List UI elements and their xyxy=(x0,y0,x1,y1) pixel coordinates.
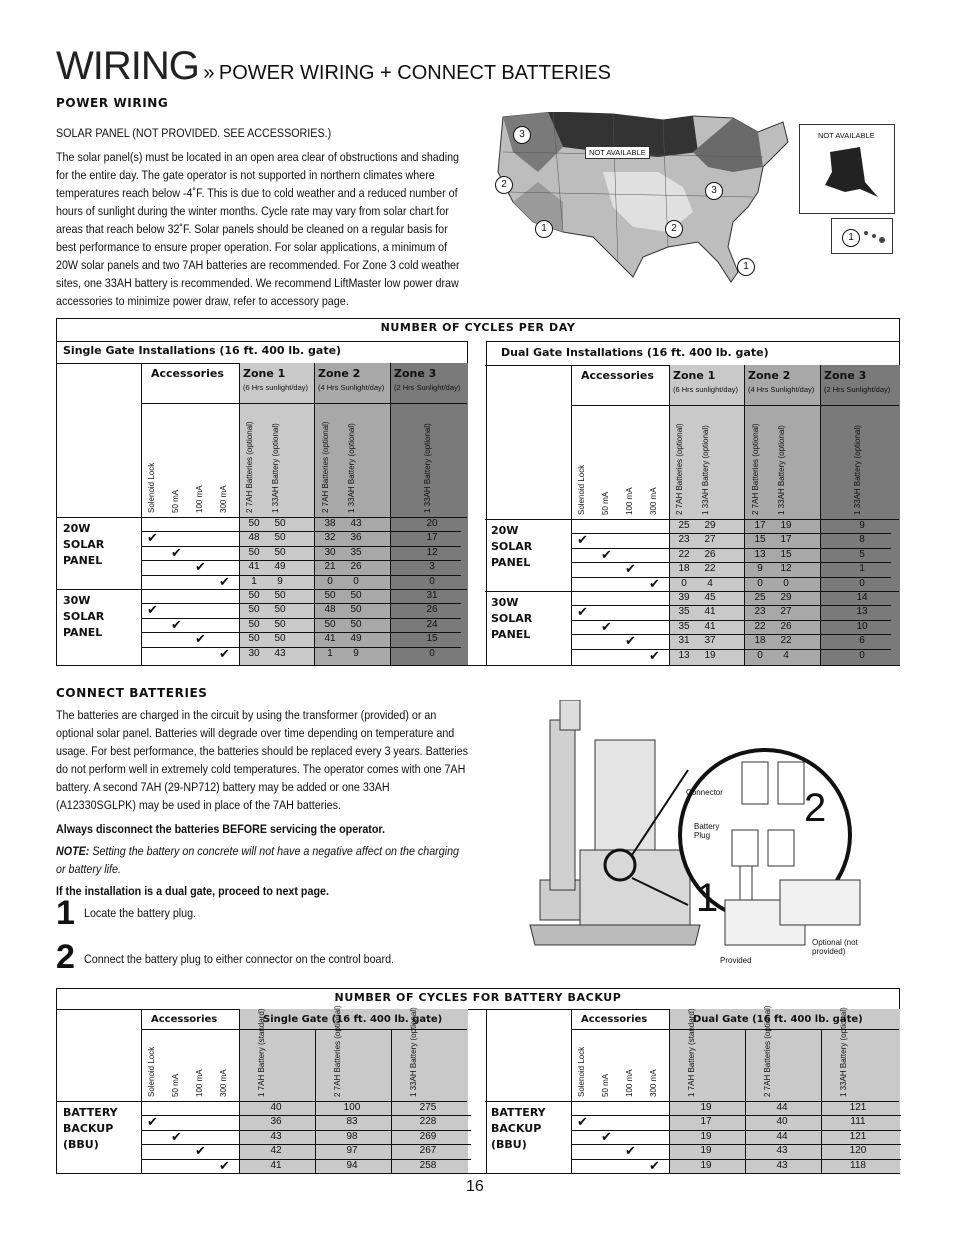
illustration-num-2: 2 xyxy=(804,786,827,830)
solar-panel-subheading: SOLAR PANEL (NOT PROVIDED. SEE ACCESSORIES.) xyxy=(56,126,332,140)
zone-2-marker: 2 xyxy=(495,176,513,194)
single-30w-cell: 0 xyxy=(429,647,435,659)
backup-table-title: NUMBER OF CYCLES FOR BATTERY BACKUP xyxy=(57,989,899,1010)
dual-col-solenoid: Solenoid Lock xyxy=(577,464,586,515)
dual-30w-cell: 26 xyxy=(780,620,792,632)
single-20w-cell: 0 xyxy=(327,575,333,587)
single-gate-section xyxy=(57,341,467,665)
dual-30w-cell: 0 xyxy=(757,649,763,661)
power-wiring-heading: POWER WIRING xyxy=(56,96,169,110)
single-zone2-header: Zone 2 xyxy=(318,367,361,380)
single-20w-cell: 50 xyxy=(274,546,286,558)
dual-col-z3-33ah: 1 33AH Battery (optional) xyxy=(853,425,862,515)
single-row-line xyxy=(141,603,461,604)
single-30w-cell: 50 xyxy=(350,604,362,616)
single-30w-cell: 50 xyxy=(248,604,260,616)
step-2-number: 2 xyxy=(56,938,75,976)
dual-gate-title: Dual Gate Installations (16 ft. 400 lb. gate) xyxy=(501,346,769,359)
backup-single-col-33ah: 1 33AH Battery (optional) xyxy=(409,1007,418,1097)
dual-20w-cell: 9 xyxy=(859,520,865,531)
backup-dual-cell: 121 xyxy=(849,1130,867,1142)
checkmark-icon: ✔ xyxy=(577,1114,588,1130)
dual-30w-cell: 13 xyxy=(678,649,690,661)
single-20w-cell: 17 xyxy=(426,532,438,544)
single-accessories-header: Accessories xyxy=(151,367,224,380)
step-2-text: Connect the battery plug to either connector on the control board. xyxy=(84,952,395,966)
title-sep: » xyxy=(203,62,215,84)
checkmark-icon: ✔ xyxy=(219,1157,230,1173)
single-20w-cell: 30 xyxy=(324,546,336,558)
single-30w-cell: 50 xyxy=(324,618,336,630)
single-20w-cell: 26 xyxy=(350,561,362,573)
single-20w-cell: 9 xyxy=(277,575,283,587)
step-1-number: 1 xyxy=(56,894,75,932)
dual-30w-cell: 29 xyxy=(780,592,792,603)
zone-map xyxy=(493,112,793,292)
backup-dual-cell: 19 xyxy=(700,1102,712,1113)
single-20w-cell: 0 xyxy=(429,575,435,587)
backup-dual-cell: 118 xyxy=(850,1159,866,1171)
dual-zone3-sub: (2 Hrs Sunlight/day) xyxy=(824,385,891,394)
backup-dual-section xyxy=(485,1005,899,1173)
single-30w-cell: 30 xyxy=(248,647,260,659)
alaska-inset xyxy=(799,124,895,214)
dual-accessories-header: Accessories xyxy=(581,369,654,382)
single-row-line xyxy=(141,647,461,648)
dual-20w-cell: 1 xyxy=(859,563,865,575)
checkmark-icon: ✔ xyxy=(601,546,612,562)
zone-1-marker-florida: 1 xyxy=(737,258,755,276)
backup-dual-cell: 43 xyxy=(776,1145,788,1157)
dual-30w-cell: 10 xyxy=(856,620,868,632)
single-row-line xyxy=(141,546,461,547)
note-body: Setting the battery on concrete will not have a negative affect on the charging or battery life. xyxy=(56,844,460,876)
checkmark-icon: ✔ xyxy=(147,530,158,546)
dual-20w-cell: 22 xyxy=(678,548,690,560)
dual-row-line xyxy=(571,577,891,578)
checkmark-icon: ✔ xyxy=(219,573,230,589)
dual-row-line xyxy=(571,533,891,534)
checkmark-icon: ✔ xyxy=(195,559,206,575)
zone-1-marker-hawaii: 1 xyxy=(842,229,860,247)
backup-dual-cell: 19 xyxy=(700,1145,712,1157)
disconnect-warning: Always disconnect the batteries BEFORE servicing the operator. xyxy=(56,822,385,836)
backup-single-col-100ma: 100 mA xyxy=(195,1069,204,1097)
zone-2-marker-south: 2 xyxy=(665,220,683,238)
backup-single-accessories: Accessories xyxy=(151,1014,218,1025)
dual-zone2-header: Zone 2 xyxy=(748,369,791,382)
dual-20w-cell: 18 xyxy=(678,563,690,575)
backup-single-cell: 41 xyxy=(270,1159,282,1171)
single-20w-cell: 12 xyxy=(426,546,438,558)
single-30w-cell: 48 xyxy=(324,604,336,616)
backup-single-col-2x7ah: 2 7AH Batteries (optional) xyxy=(333,1005,342,1097)
single-row-line xyxy=(141,560,461,561)
checkmark-icon: ✔ xyxy=(601,618,612,634)
backup-dual-cell: 44 xyxy=(776,1130,788,1142)
dual-col-300ma: 300 mA xyxy=(649,487,658,515)
dual-30w-cell: 14 xyxy=(856,592,868,603)
checkmark-icon: ✔ xyxy=(625,633,636,649)
dual-30w-cell: 18 xyxy=(754,635,766,647)
backup-single-cell: 36 xyxy=(270,1116,282,1128)
dual-20w-cell: 12 xyxy=(780,563,792,575)
backup-single-cell: 269 xyxy=(419,1130,437,1142)
checkmark-icon: ✔ xyxy=(147,602,158,618)
single-20w-cell: 38 xyxy=(324,518,336,529)
single-30w-cell: 50 xyxy=(350,618,362,630)
single-col-z2-33ah: 1 33AH Battery (optional) xyxy=(347,423,356,513)
dual-30w-cell: 23 xyxy=(754,606,766,618)
checkmark-icon: ✔ xyxy=(147,1114,158,1130)
dual-30w-cell: 6 xyxy=(859,635,865,647)
dual-20w-cell: 9 xyxy=(757,563,763,575)
battery-illustration xyxy=(520,700,880,970)
dual-30w-cell: 35 xyxy=(678,620,690,632)
page-number: 16 xyxy=(466,1178,484,1195)
checkmark-icon: ✔ xyxy=(171,616,182,632)
single-zone1-sub: (6 Hrs sunlight/day) xyxy=(243,383,309,392)
dual-30w-cell: 39 xyxy=(678,592,690,603)
dual-20w-cell: 13 xyxy=(754,548,766,560)
dual-30w-cell: 41 xyxy=(704,606,716,618)
single-30w-cell: 50 xyxy=(274,604,286,616)
dual-20w-cell: 15 xyxy=(780,548,792,560)
zone-3-marker: 3 xyxy=(513,126,531,144)
dual-zone1-header: Zone 1 xyxy=(673,369,716,382)
dual-20w-cell: 29 xyxy=(704,520,716,531)
backup-dual-cell: 19 xyxy=(700,1159,712,1171)
dual-30w-cell: 13 xyxy=(856,606,868,618)
dual-30w-cell: 22 xyxy=(754,620,766,632)
single-30w-cell: 50 xyxy=(274,633,286,645)
single-20w-cell: 50 xyxy=(248,518,260,529)
dual-20w-cell: 25 xyxy=(678,520,690,531)
single-30w-cell: 43 xyxy=(274,647,286,659)
single-row-line xyxy=(141,618,461,619)
single-30w-cell: 50 xyxy=(274,618,286,630)
checkmark-icon: ✔ xyxy=(625,1143,636,1159)
note-label: NOTE: xyxy=(56,844,90,858)
dual-gate-note: If the installation is a dual gate, proceed to next page. xyxy=(56,884,329,898)
connect-batteries-text xyxy=(56,706,470,904)
backup-dual-col-solenoid: Solenoid Lock xyxy=(577,1046,586,1097)
single-20w-cell: 0 xyxy=(353,575,359,587)
backup-dual-cell: 40 xyxy=(776,1116,788,1128)
optional-label: Optional (not provided) xyxy=(812,938,858,956)
dual-col-100ma: 100 mA xyxy=(625,487,634,515)
dual-20w-cell: 27 xyxy=(704,534,716,546)
backup-single-col-solenoid: Solenoid Lock xyxy=(147,1046,156,1097)
backup-single-cell: 98 xyxy=(346,1130,358,1142)
checkmark-icon: ✔ xyxy=(171,544,182,560)
single-20w-cell: 49 xyxy=(274,561,286,573)
checkmark-icon: ✔ xyxy=(195,1143,206,1159)
single-row-line xyxy=(141,575,461,576)
checkmark-icon: ✔ xyxy=(601,1128,612,1144)
checkmark-icon: ✔ xyxy=(219,645,230,661)
backup-dual-title: Dual Gate (16 ft. 400 lb. gate) xyxy=(693,1014,863,1025)
backup-dual-col-2x7ah: 2 7AH Batteries (optional) xyxy=(763,1005,772,1097)
single-30w-cell: 1 xyxy=(327,647,333,659)
single-30w-cell: 49 xyxy=(350,633,362,645)
alaska-icon xyxy=(820,147,880,202)
single-30w-cell: 50 xyxy=(274,590,286,601)
backup-single-col-1x7ah: 1 7AH Battery (standard) xyxy=(257,1008,266,1097)
dual-row-line xyxy=(571,605,891,606)
backup-table xyxy=(56,988,900,1174)
backup-single-cell: 42 xyxy=(270,1145,282,1157)
dual-30w-cell: 19 xyxy=(704,649,716,661)
dual-col-z1-33ah: 1 33AH Battery (optional) xyxy=(701,425,710,515)
dual-20w-cell: 0 xyxy=(859,577,865,589)
dual-col-50ma: 50 mA xyxy=(601,491,610,515)
backup-dual-col-50ma: 50 mA xyxy=(601,1073,610,1097)
backup-single-cell: 228 xyxy=(419,1116,437,1128)
backup-single-cell: 43 xyxy=(270,1130,282,1142)
dual-row-line xyxy=(571,548,891,549)
single-col-50ma: 50 mA xyxy=(171,489,180,513)
backup-single-section xyxy=(57,1005,467,1173)
zone-1-marker: 1 xyxy=(535,220,553,238)
backup-single-cell: 275 xyxy=(419,1102,437,1113)
dual-20w-cell: 15 xyxy=(754,534,766,546)
dual-30w-cell: 37 xyxy=(704,635,716,647)
single-row-30w: 30W SOLAR PANEL xyxy=(63,594,105,639)
dual-30w-cell: 4 xyxy=(783,649,789,661)
checkmark-icon: ✔ xyxy=(649,575,660,591)
dual-col-z2-2x7ah: 2 7AH Batteries (optional) xyxy=(751,423,760,515)
single-col-z1-2x7ah: 2 7AH Batteries (optional) xyxy=(245,421,254,513)
dual-row-line xyxy=(571,649,891,650)
backup-single-cell: 94 xyxy=(346,1159,358,1171)
single-row-line xyxy=(141,531,461,532)
backup-single-col-300ma: 300 mA xyxy=(219,1069,228,1097)
dual-30w-cell: 41 xyxy=(704,620,716,632)
connector-label: Connector xyxy=(686,788,723,797)
dual-20w-cell: 19 xyxy=(780,520,792,531)
dual-30w-cell: 35 xyxy=(678,606,690,618)
backup-dual-accessories: Accessories xyxy=(581,1014,648,1025)
dual-zone2-sub: (4 Hrs Sunlight/day) xyxy=(748,385,815,394)
single-col-z2-2x7ah: 2 7AH Batteries (optional) xyxy=(321,421,330,513)
backup-single-cell: 100 xyxy=(343,1102,361,1113)
single-gate-title: Single Gate Installations (16 ft. 400 lb. gate) xyxy=(63,344,342,357)
dual-gate-section xyxy=(485,341,899,665)
dual-20w-cell: 0 xyxy=(681,577,687,589)
single-row-line xyxy=(141,632,461,633)
backup-single-cell: 258 xyxy=(419,1159,437,1171)
single-20w-cell: 43 xyxy=(350,518,362,529)
zone-3-marker-east: 3 xyxy=(705,182,723,200)
provided-label: Provided xyxy=(720,956,752,965)
dual-20w-cell: 17 xyxy=(754,520,766,531)
single-zone1-header: Zone 1 xyxy=(243,367,286,380)
single-col-100ma: 100 mA xyxy=(195,485,204,513)
dual-20w-cell: 17 xyxy=(780,534,792,546)
dual-20w-cell: 23 xyxy=(678,534,690,546)
hawaii-inset xyxy=(831,218,893,254)
single-zone2-sub: (4 Hrs Sunlight/day) xyxy=(318,383,385,392)
backup-dual-cell: 43 xyxy=(776,1159,788,1171)
single-30w-cell: 9 xyxy=(353,647,359,659)
single-30w-cell: 26 xyxy=(426,604,438,616)
dual-row-line xyxy=(571,620,891,621)
backup-single-cell: 40 xyxy=(270,1102,282,1113)
backup-dual-col-33ah: 1 33AH Battery (optional) xyxy=(839,1007,848,1097)
single-col-z3-33ah: 1 33AH Battery (optional) xyxy=(423,423,432,513)
backup-dual-cell: 111 xyxy=(850,1116,866,1128)
cycles-table xyxy=(56,318,900,666)
illustration-num-1: 1 xyxy=(696,876,719,920)
checkmark-icon: ✔ xyxy=(195,631,206,647)
dual-20w-cell: 8 xyxy=(859,534,865,546)
dual-30w-cell: 22 xyxy=(780,635,792,647)
single-row-20w: 20W SOLAR PANEL xyxy=(63,522,105,567)
hawaii-icon xyxy=(862,227,890,247)
single-col-solenoid: Solenoid Lock xyxy=(147,462,156,513)
single-col-300ma: 300 mA xyxy=(219,485,228,513)
backup-dual-cell: 120 xyxy=(849,1145,867,1157)
dual-row-30w: 30W SOLAR PANEL xyxy=(491,596,533,641)
checkmark-icon: ✔ xyxy=(577,532,588,548)
checkmark-icon: ✔ xyxy=(625,561,636,577)
single-20w-cell: 1 xyxy=(251,575,257,587)
table-gap xyxy=(467,341,487,665)
single-30w-cell: 24 xyxy=(426,618,438,630)
dual-20w-cell: 5 xyxy=(859,548,865,560)
dual-col-z2-33ah: 1 33AH Battery (optional) xyxy=(777,425,786,515)
single-20w-cell: 50 xyxy=(274,518,286,529)
cycles-table-title: NUMBER OF CYCLES PER DAY xyxy=(57,319,899,342)
checkmark-icon: ✔ xyxy=(577,604,588,620)
dual-30w-cell: 0 xyxy=(859,649,865,661)
backup-dual-cell: 19 xyxy=(700,1130,712,1142)
backup-dual-cell: 44 xyxy=(776,1102,788,1113)
backup-single-cell: 97 xyxy=(346,1145,358,1157)
step-1-text: Locate the battery plug. xyxy=(84,906,197,920)
single-30w-cell: 15 xyxy=(426,633,438,645)
power-wiring-text xyxy=(56,124,470,314)
battery-plug-label: Battery Plug xyxy=(694,822,720,840)
dual-20w-cell: 26 xyxy=(704,548,716,560)
backup-dual-cell: 121 xyxy=(849,1102,867,1113)
alaska-not-available-label: NOT AVAILABLE xyxy=(818,131,875,140)
single-zone3-header: Zone 3 xyxy=(394,367,437,380)
single-20w-cell: 32 xyxy=(324,532,336,544)
note-text xyxy=(56,842,470,878)
dual-30w-cell: 45 xyxy=(704,592,716,603)
single-20w-cell: 50 xyxy=(274,532,286,544)
dual-30w-cell: 25 xyxy=(754,592,766,603)
dual-30w-cell: 31 xyxy=(678,635,690,647)
map-not-available-label: NOT AVAILABLE xyxy=(585,146,650,159)
dual-col-z1-2x7ah: 2 7AH Batteries (optional) xyxy=(675,423,684,515)
dual-row-20w: 20W SOLAR PANEL xyxy=(491,524,533,569)
dual-20w-cell: 0 xyxy=(783,577,789,589)
backup-dual-col-100ma: 100 mA xyxy=(625,1069,634,1097)
single-30w-cell: 50 xyxy=(248,633,260,645)
dual-20w-cell: 22 xyxy=(704,563,716,575)
checkmark-icon: ✔ xyxy=(171,1128,182,1144)
dual-30w-cell: 27 xyxy=(780,606,792,618)
single-30w-cell: 50 xyxy=(248,618,260,630)
backup-single-cell: 267 xyxy=(419,1145,437,1157)
backup-dual-col-300ma: 300 mA xyxy=(649,1069,658,1097)
single-30w-cell: 31 xyxy=(426,590,438,601)
backup-dual-cell: 17 xyxy=(700,1116,712,1128)
single-zone3-sub: (2 Hrs Sunlight/day) xyxy=(394,383,461,392)
single-20w-cell: 48 xyxy=(248,532,260,544)
single-20w-cell: 20 xyxy=(426,518,438,529)
single-20w-cell: 36 xyxy=(350,532,362,544)
single-30w-cell: 50 xyxy=(350,590,362,601)
single-col-z1-33ah: 1 33AH Battery (optional) xyxy=(271,423,280,513)
backup-dual-row-bbu: BATTERY BACKUP (BBU) xyxy=(491,1106,546,1151)
dual-row-line xyxy=(571,634,891,635)
connect-batteries-heading: CONNECT BATTERIES xyxy=(56,686,208,700)
single-30w-cell: 41 xyxy=(324,633,336,645)
single-20w-cell: 21 xyxy=(324,561,336,573)
title-subtitle: POWER WIRING + CONNECT BATTERIES xyxy=(218,62,611,84)
single-20w-cell: 50 xyxy=(248,546,260,558)
dual-zone1-sub: (6 Hrs sunlight/day) xyxy=(673,385,739,394)
backup-dual-col-1x7ah: 1 7AH Battery (standard) xyxy=(687,1008,696,1097)
title-wiring: WIRING xyxy=(56,44,199,88)
checkmark-icon: ✔ xyxy=(649,647,660,663)
single-30w-cell: 50 xyxy=(248,590,260,601)
dual-row-line xyxy=(571,562,891,563)
page-title xyxy=(56,44,611,89)
backup-single-title: Single Gate (16 ft. 400 lb. gate) xyxy=(263,1014,443,1025)
solar-panel-paragraph: The solar panel(s) must be located in an open area clear of obstructions and shading for the entire day. The gate operator is not supported in northern climates where temperatures reach below -4˚F. This is due to cold weather and a reduced number of hours of sunlight during the winter months. Cycle rate may vary from solar chart for areas that reach below 32˚F. Solar panels should be cleaned on a regular basis for best performance to ensure proper operation. For solar applications, a minimum of 20W solar panels and two 7AH batteries are recommended. For Zone 3 cold weather sites, one 33AH battery is recommended. We recommend LiftMaster low power draw accessories to minimize power draw, refer to accessory page. xyxy=(56,150,460,308)
single-20w-cell: 35 xyxy=(350,546,362,558)
dual-zone3-header: Zone 3 xyxy=(824,369,867,382)
backup-single-row-bbu: BATTERY BACKUP (BBU) xyxy=(63,1106,118,1151)
backup-single-col-50ma: 50 mA xyxy=(171,1073,180,1097)
dual-20w-cell: 0 xyxy=(757,577,763,589)
single-20w-cell: 3 xyxy=(429,561,435,573)
single-30w-cell: 50 xyxy=(324,590,336,601)
checkmark-icon: ✔ xyxy=(649,1157,660,1173)
single-20w-cell: 41 xyxy=(248,561,260,573)
backup-single-cell: 83 xyxy=(346,1116,358,1128)
connect-paragraph: The batteries are charged in the circuit by using the transformer (provided) or an optional solar panel. Batteries will degrade over time depending on temperature and usage. For best performance, the batteries should be replaced every 3 years. Batteries do not perform well in extremely cold temperatures. The operator comes with one 7AH battery. A second 7AH (29-NP712) battery may be added or one 33AH (A12330SGLPK) may be used in place of the 7AH batteries. xyxy=(56,708,468,812)
dual-20w-cell: 4 xyxy=(707,577,713,589)
